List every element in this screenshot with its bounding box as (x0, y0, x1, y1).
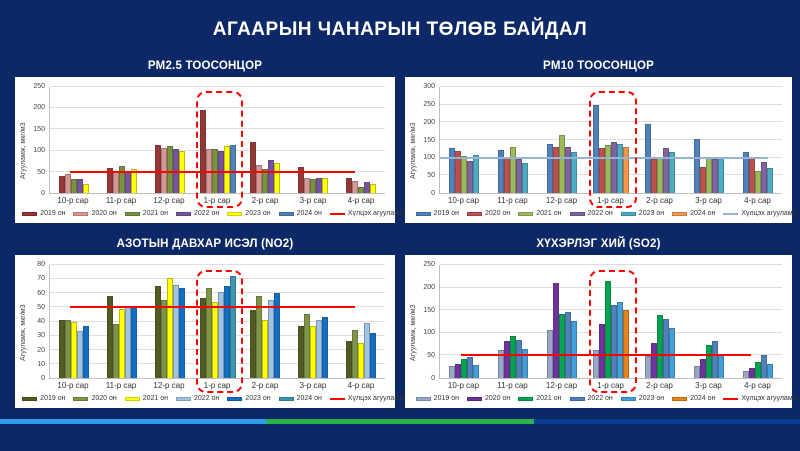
legend-item (279, 210, 322, 217)
bar-group-2-р сар (241, 265, 289, 378)
x-tick-label: 11-р сар (105, 196, 137, 205)
highlight-box-so2 (589, 270, 638, 393)
y-axis-title-so2: Агууламж, мкг/м3 (410, 304, 417, 361)
bar-group-11-р сар (489, 265, 538, 378)
legend-label: 2020 он (484, 210, 511, 217)
bar-pm10-2023-он (718, 158, 724, 193)
legend-swatch (570, 212, 585, 216)
legend-label: Хүлцэх агууламж (741, 210, 798, 217)
plot-area-so2 (439, 265, 782, 379)
legend-label: 2022 он (587, 395, 613, 402)
bar-pm10-2023-он (767, 168, 773, 193)
bar-group-4-р сар (733, 265, 782, 378)
bar-group-3-р сар (289, 87, 337, 193)
bar-group-4-р сар (337, 265, 385, 378)
legend-label: 2020 он (484, 395, 511, 402)
bar-group-12-р сар (146, 87, 194, 193)
plot-area-pm10 (439, 87, 782, 194)
y-tick-label: 20 (37, 346, 45, 354)
y-tick-label: 50 (427, 172, 435, 180)
legend-label: 2021 он (536, 395, 562, 402)
bar-group-12-р сар (538, 265, 587, 378)
chart-legend-no2 (40, 392, 404, 405)
x-tick-label: 4-р сар (347, 196, 375, 205)
chart-panel-no2 (15, 255, 404, 408)
legend-swatch (125, 212, 140, 216)
x-tick-label: 10-р сар (57, 381, 89, 390)
legend-item (176, 210, 219, 217)
x-tick-label: 11-р сар (105, 381, 137, 390)
legend-item-threshold (330, 395, 404, 402)
y-tick-label: 50 (427, 352, 435, 360)
legend-label: Хүлцэх агууламж (347, 210, 404, 217)
legend-item (279, 395, 322, 402)
chart-title-pm25: PM2.5 ТООСОНЦОР (147, 59, 263, 72)
x-tick-label: 4-р сар (744, 196, 771, 205)
y-tick-label: 40 (37, 318, 45, 325)
bar-pm10-2023-он (473, 155, 479, 193)
chart-legend-so2 (431, 392, 798, 405)
chart-panel-pm10 (405, 77, 798, 223)
legend-label: 2023 он (245, 395, 271, 402)
plot-area-no2 (49, 265, 385, 379)
legend-item (621, 210, 664, 217)
y-tick-label: 0 (431, 190, 435, 197)
legend-item (227, 395, 270, 402)
x-tick-label: 3-р сар (299, 381, 327, 390)
x-tick-label: 2-р сар (646, 196, 673, 205)
x-tick-label: 12-р сар (545, 381, 578, 390)
bar-group-10-р сар (440, 265, 489, 378)
legend-label: 2024 он (690, 210, 716, 217)
y-tick-label: 150 (423, 136, 435, 144)
bar-so2-2023-он (767, 364, 773, 378)
legend-swatch (518, 212, 533, 216)
y-tick-label: 300 (423, 83, 435, 90)
footer-stripe-green-segment (266, 419, 534, 424)
bar-group-2-р сар (241, 87, 289, 193)
legend-label: 2024 он (296, 395, 322, 402)
legend-label: 2021 он (142, 210, 169, 217)
chart-body-pm25 (29, 82, 404, 220)
x-tick-label: 3-р сар (695, 381, 722, 390)
bar-so2-2023-он (473, 365, 479, 378)
bar-group-12-р сар (538, 87, 587, 193)
legend-item (176, 395, 219, 402)
legend-swatch (279, 212, 294, 216)
y-tick-label: 60 (37, 289, 45, 297)
legend-label: 2019 он (433, 210, 459, 217)
legend-label: 2022 он (587, 210, 613, 217)
bar-no2-2023-он (370, 333, 376, 378)
page-title: АГААРЫН ЧАНАРЫН ТӨЛӨВ БАЙДАЛ (212, 19, 588, 40)
y-tick-label: 70 (37, 275, 45, 283)
legend-item (416, 210, 459, 217)
y-tick-label: 200 (33, 104, 45, 112)
legend-item-threshold (723, 210, 797, 217)
x-tick-label: 1-р сар (597, 196, 624, 205)
legend-swatch (672, 212, 687, 216)
x-tick-label: 10-р сар (447, 381, 480, 390)
x-tick-label: 12-р сар (153, 196, 185, 205)
y-tick-label: 250 (33, 83, 45, 90)
x-tick-label: 1-р сар (597, 381, 624, 390)
y-tick-label: 200 (423, 283, 435, 291)
legend-label: 2023 он (638, 210, 665, 217)
y-axis-ticks-pm25 (29, 83, 49, 197)
legend-swatch (621, 397, 636, 401)
chart-block-pm25 (15, 54, 404, 223)
y-axis-title-pm25: Агууламж, мкг/м3 (20, 122, 27, 180)
x-tick-label: 2-р сар (646, 381, 673, 390)
bar-pm25-2023-он (370, 184, 376, 193)
legend-item (621, 395, 664, 402)
legend-label: 2021 он (536, 210, 562, 217)
bar-pm25-2023-он (274, 163, 280, 193)
legend-label: 2023 он (245, 210, 271, 217)
y-tick-label: 50 (37, 303, 45, 311)
legend-item (518, 210, 561, 217)
x-tick-label: 1-р сар (203, 381, 231, 390)
y-axis-ticks-so2 (419, 261, 439, 382)
legend-swatch (467, 397, 482, 401)
legend-label: 2019 он (40, 210, 66, 217)
legend-item (570, 395, 613, 402)
bar-pm25-2023-он (83, 184, 89, 193)
plot-row-so2 (419, 260, 782, 382)
legend-item (73, 395, 116, 402)
plot-row-pm10 (419, 82, 782, 197)
y-tick-label: 30 (37, 332, 45, 340)
x-tick-label: 10-р сар (447, 196, 480, 205)
legend-swatch (279, 397, 294, 401)
y-tick-label: 100 (33, 147, 45, 155)
y-tick-label: 0 (41, 375, 45, 382)
y-tick-label: 0 (431, 375, 435, 382)
legend-item (518, 395, 561, 402)
bar-so2-2023-он (571, 321, 577, 378)
legend-item-threshold (723, 395, 797, 402)
bar-so2-2023-он (522, 349, 528, 378)
bar-group-3-р сар (684, 87, 733, 193)
bar-group-11-р сар (489, 87, 538, 193)
legend-label: Хүлцэх агууламж (347, 395, 404, 402)
chart-block-pm10 (405, 54, 798, 223)
x-tick-label: 11-р сар (497, 381, 528, 390)
highlight-box-pm25 (196, 91, 244, 208)
x-tick-label: 4-р сар (347, 381, 375, 390)
y-tick-label: 150 (423, 306, 435, 314)
x-tick-label: 3-р сар (695, 196, 722, 205)
legend-item (227, 210, 270, 217)
legend-label: 2021 он (142, 395, 169, 402)
legend-label: 2024 он (690, 395, 716, 402)
footer-stripe (0, 419, 800, 424)
y-tick-label: 50 (37, 168, 45, 176)
y-tick-label: 100 (423, 154, 435, 162)
bar-no2-2023-он (322, 317, 328, 378)
chart-title-no2: АЗОТЫН ДАВХАР ИСЭЛ (NO2) (116, 237, 294, 250)
chart-panel-so2 (405, 255, 798, 408)
legend-line-swatch (330, 213, 345, 215)
legend-item (467, 395, 510, 402)
x-tick-label: 2-р сар (251, 196, 279, 205)
x-tick-label: 12-р сар (153, 381, 185, 390)
chart-panel-pm25 (15, 77, 404, 223)
bar-group-4-р сар (337, 87, 385, 193)
legend-swatch (518, 397, 533, 401)
bar-group-10-р сар (50, 87, 98, 193)
legend-label: 2022 он (194, 395, 220, 402)
plot-row-pm25 (29, 82, 385, 197)
chart-body-no2 (29, 260, 404, 405)
bar-group-2-р сар (635, 87, 684, 193)
x-tick-label: 10-р сар (57, 196, 89, 205)
chart-title-pm10: PM10 ТООСОНЦОР (543, 59, 654, 72)
legend-item (672, 210, 715, 217)
legend-item (125, 210, 168, 217)
legend-swatch (621, 212, 636, 216)
y-tick-label: 0 (41, 190, 45, 197)
legend-label: 2023 он (638, 395, 665, 402)
legend-item-threshold (330, 210, 404, 217)
bar-group-11-р сар (98, 265, 146, 378)
y-axis-ticks-pm10 (419, 83, 439, 197)
legend-swatch (176, 397, 191, 401)
y-tick-label: 250 (423, 100, 435, 108)
legend-item (467, 210, 510, 217)
highlight-box-pm10 (589, 91, 638, 208)
legend-item (570, 210, 613, 217)
bar-group-10-р сар (440, 87, 489, 193)
bar-no2-2023-он (179, 288, 185, 378)
legend-swatch (467, 212, 482, 216)
legend-item (125, 395, 168, 402)
legend-label: 2019 он (433, 395, 459, 402)
charts-grid (15, 54, 798, 408)
legend-item (416, 395, 459, 402)
x-tick-label: 3-р сар (299, 196, 327, 205)
x-tick-label: 2-р сар (251, 381, 279, 390)
legend-swatch (227, 397, 242, 401)
chart-legend-pm10 (431, 207, 798, 220)
chart-block-so2 (405, 232, 798, 408)
legend-swatch (227, 212, 242, 216)
footer-stripe-blue-segment (534, 419, 800, 424)
y-axis-title-pm10: Агууламж, мкг/м3 (410, 122, 417, 180)
chart-legend-pm25 (40, 207, 404, 220)
y-tick-label: 10 (37, 360, 45, 368)
y-tick-label: 150 (33, 125, 45, 133)
legend-label: 2022 он (194, 210, 220, 217)
plot-row-no2 (29, 260, 385, 382)
bar-group-3-р сар (684, 265, 733, 378)
bar-so2-2023-он (718, 355, 724, 379)
bar-pm10-2023-он (522, 163, 528, 193)
legend-line-swatch (723, 213, 738, 215)
legend-label: 2024 он (296, 210, 322, 217)
legend-line-swatch (723, 398, 738, 400)
bar-group-2-р сар (635, 265, 684, 378)
bar-group-12-р сар (146, 265, 194, 378)
chart-block-no2 (15, 232, 404, 408)
legend-label: Хүлцэх агууламж (741, 395, 798, 402)
y-tick-label: 100 (423, 329, 435, 337)
bar-group-4-р сар (733, 87, 782, 193)
legend-swatch (672, 397, 687, 401)
plot-area-pm25 (49, 87, 385, 194)
legend-label: 2019 он (40, 395, 66, 402)
legend-swatch (73, 397, 88, 401)
y-axis-ticks-no2 (29, 261, 49, 382)
y-axis-title-no2: Агууламж, мкг/м3 (20, 304, 27, 361)
chart-title-so2: ХҮХЭРЛЭГ ХИЙ (SO2) (536, 237, 661, 250)
legend-swatch (570, 397, 585, 401)
chart-body-pm10 (419, 82, 798, 220)
x-tick-label: 11-р сар (497, 196, 528, 205)
y-tick-label: 80 (37, 261, 45, 268)
x-tick-label: 1-р сар (203, 196, 231, 205)
legend-swatch (176, 212, 191, 216)
legend-item (73, 210, 116, 217)
legend-item (672, 395, 715, 402)
bar-group-11-р сар (98, 87, 146, 193)
bar-group-10-р сар (50, 265, 98, 378)
legend-swatch (125, 397, 140, 401)
y-tick-label: 200 (423, 118, 435, 126)
footer-stripe-lightblue-segment (0, 419, 266, 424)
x-tick-label: 12-р сар (545, 196, 578, 205)
legend-label: 2020 он (91, 395, 117, 402)
bar-group-3-р сар (289, 265, 337, 378)
bar-pm25-2023-он (322, 178, 328, 193)
legend-line-swatch (330, 398, 345, 400)
highlight-box-no2 (196, 270, 244, 393)
y-tick-label: 250 (423, 261, 435, 268)
bar-no2-2023-он (83, 326, 89, 378)
legend-swatch (73, 212, 88, 216)
bar-so2-2023-он (669, 328, 675, 378)
chart-body-so2 (419, 260, 798, 405)
legend-label: 2020 он (91, 210, 117, 217)
bar-no2-2023-он (131, 307, 137, 378)
x-tick-label: 4-р сар (744, 381, 771, 390)
